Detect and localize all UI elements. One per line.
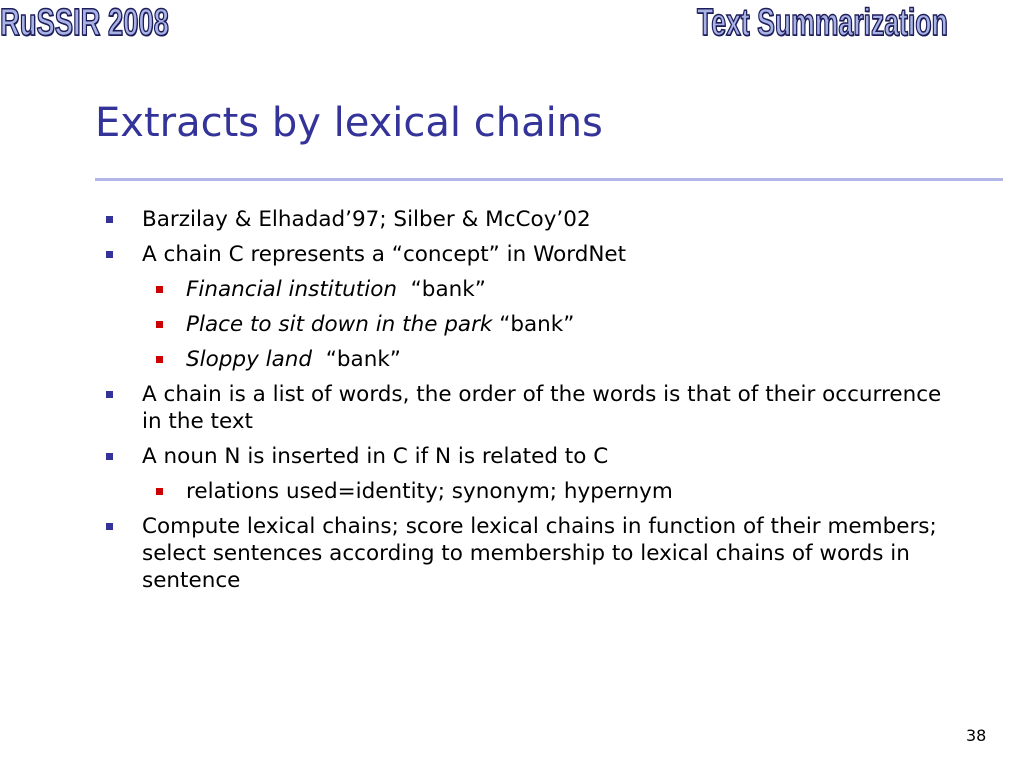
sub-list-item (104, 311, 964, 338)
list-item-text: “bank” (492, 312, 575, 337)
sub-list-item (104, 276, 964, 303)
square-bullet-icon (156, 488, 163, 495)
list-item (104, 443, 964, 470)
logo-russir: RuSSIR 2008 (0, 2, 169, 44)
bullet-list (104, 206, 964, 602)
list-item-text: Compute lexical chains; score lexical chains in function of their members; select sentences according to membership to lexical chains of words in sentence (142, 514, 937, 593)
page-number: 38 (966, 726, 987, 745)
square-bullet-icon (106, 453, 113, 460)
list-item-text: “bank” (397, 277, 486, 302)
logo-text-summarization: Text Summarization (697, 2, 948, 44)
square-bullet-icon (106, 216, 113, 223)
list-item-italic-text: Place to sit down in the park (186, 312, 493, 337)
list-item-text: Barzilay & Elhadad’97; Silber & McCoy’02 (142, 207, 591, 232)
list-item (104, 381, 964, 435)
square-bullet-icon (106, 523, 113, 530)
list-item-text: A noun N is inserted in C if N is related to C (142, 444, 609, 469)
list-item (104, 513, 964, 594)
list-item-text: A chain C represents a “concept” in WordNet (142, 242, 627, 267)
slide-title: Extracts by lexical chains (95, 100, 603, 146)
title-divider (95, 178, 1003, 181)
sub-list-item (104, 346, 964, 373)
square-bullet-icon (156, 321, 163, 328)
list-item-text: relations used=identity; synonym; hypernym (186, 479, 673, 504)
list-item-text: “bank” (312, 347, 401, 372)
list-item-text: A chain is a list of words, the order of the words is that of their occurrence in the text (142, 382, 942, 434)
sub-list-item (104, 478, 964, 505)
square-bullet-icon (156, 286, 163, 293)
square-bullet-icon (156, 356, 163, 363)
list-item-italic-text: Financial institution (186, 277, 397, 302)
square-bullet-icon (106, 251, 113, 258)
list-item-italic-text: Sloppy land (186, 347, 313, 372)
list-item (104, 206, 964, 233)
square-bullet-icon (106, 391, 113, 398)
list-item (104, 241, 964, 268)
